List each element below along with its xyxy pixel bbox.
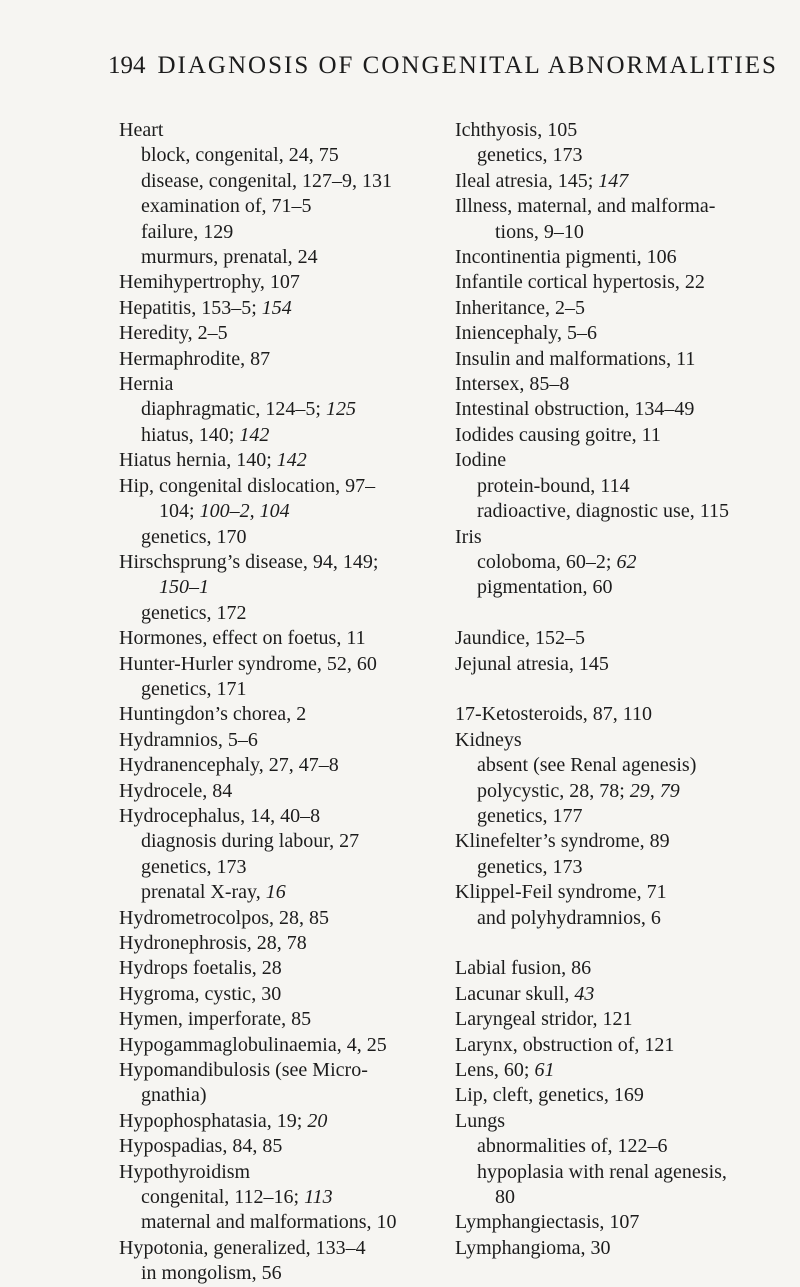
index-subentry <box>119 220 437 245</box>
entry-text: Hydrops foetalis, 28 <box>119 957 282 980</box>
index-entry <box>455 956 785 981</box>
index-entry <box>119 1236 437 1261</box>
page-number: 194 <box>108 52 146 79</box>
index-subentry <box>119 169 437 194</box>
entry-illustration-pages: 142 <box>276 449 307 472</box>
index-subentry <box>455 220 785 245</box>
index-entry <box>119 906 437 931</box>
entry-text: Infantile cortical hypertosis, 22 <box>455 271 705 294</box>
index-entry <box>455 652 785 677</box>
entry-text: Hypothyroidism <box>119 1160 251 1183</box>
entry-illustration-pages: 16 <box>265 881 286 904</box>
index-entry <box>119 956 437 981</box>
index-entry <box>455 270 785 295</box>
index-entry <box>455 194 785 219</box>
index-subentry <box>455 1134 785 1159</box>
entry-text: Hermaphrodite, 87 <box>119 347 271 370</box>
entry-text: Hydrometrocolpos, 28, 85 <box>119 906 329 929</box>
entry-illustration-pages: 147 <box>598 169 629 192</box>
entry-text: Lungs <box>455 1109 505 1132</box>
entry-text: hiatus, 140; <box>141 423 240 446</box>
entry-text: Lymphangiectasis, 107 <box>455 1211 640 1234</box>
index-entry <box>455 245 785 270</box>
entry-text: genetics, 173 <box>477 855 583 878</box>
index-subentry <box>119 143 437 168</box>
entry-text: Lacunar skull, <box>455 982 575 1005</box>
page-header <box>108 52 778 80</box>
entry-text: Labial fusion, 86 <box>455 957 592 980</box>
entry-text: Iniencephaly, 5–6 <box>455 322 597 345</box>
index-subentry <box>119 1185 437 1210</box>
entry-text: Kidneys <box>455 728 522 751</box>
index-subentry <box>455 906 785 931</box>
entry-text: Hirschsprung’s disease, 94, 149; <box>119 550 379 573</box>
index-entry <box>455 626 785 651</box>
index-column-right <box>455 118 785 1261</box>
index-subentry <box>119 194 437 219</box>
index-subentry <box>455 550 785 575</box>
index-entry <box>455 1007 785 1032</box>
index-entry <box>119 321 437 346</box>
index-subentry <box>119 499 437 524</box>
index-entry <box>119 702 437 727</box>
index-subentry <box>455 1160 785 1185</box>
entry-text: pigmentation, 60 <box>477 576 613 599</box>
entry-text: 104; <box>159 500 200 523</box>
entry-text: Hormones, effect on foetus, 11 <box>119 627 366 650</box>
entry-illustration-pages: 61 <box>534 1058 555 1081</box>
entry-text: tions, 9–10 <box>495 220 584 243</box>
entry-text: Hypomandibulosis (see Micro- <box>119 1059 368 1082</box>
entry-text: Inheritance, 2–5 <box>455 296 585 319</box>
index-subentry <box>119 829 437 854</box>
entry-text: congenital, 112–16; <box>141 1186 305 1209</box>
entry-text: Heart <box>119 119 164 141</box>
entry-text: diagnosis during labour, 27 <box>141 830 360 853</box>
index-subentry <box>119 677 437 702</box>
index-subentry <box>119 1261 437 1286</box>
index-entry <box>119 448 437 473</box>
section-gap <box>455 601 785 626</box>
entry-illustration-pages: 150–1 <box>159 576 209 599</box>
entry-illustration-pages: 20 <box>307 1109 328 1132</box>
entry-text: Hemihypertrophy, 107 <box>119 271 300 294</box>
index-entry <box>119 1033 437 1058</box>
index-subentry <box>455 575 785 600</box>
index-entry <box>455 702 785 727</box>
index-entry <box>119 118 437 143</box>
entry-text: Hip, congenital dislocation, 97– <box>119 474 376 497</box>
entry-illustration-pages: 43 <box>574 982 595 1005</box>
entry-text: gnathia) <box>141 1084 207 1107</box>
entry-text: Lymphangioma, 30 <box>455 1236 611 1259</box>
index-entry <box>119 372 437 397</box>
index-entry <box>119 779 437 804</box>
index-entry <box>455 1210 785 1235</box>
entry-text: genetics, 177 <box>477 804 583 827</box>
entry-text: 80 <box>495 1186 515 1209</box>
entry-text: Hygroma, cystic, 30 <box>119 982 282 1005</box>
entry-text: Jaundice, 152–5 <box>455 627 585 650</box>
entry-illustration-pages: 29, 79 <box>629 779 680 802</box>
index-subentry <box>455 804 785 829</box>
entry-text: Klinefelter’s syndrome, 89 <box>455 830 670 853</box>
entry-illustration-pages: 125 <box>325 398 356 421</box>
entry-text: abnormalities of, 122–6 <box>477 1135 668 1158</box>
entry-text: Laryngeal stridor, 121 <box>455 1008 633 1031</box>
index-entry <box>455 880 785 905</box>
entry-text: prenatal X-ray, <box>141 881 266 904</box>
entry-text: Hypospadias, 84, 85 <box>119 1135 283 1158</box>
index-subentry <box>119 880 437 905</box>
index-entry <box>119 652 437 677</box>
index-entry <box>455 1058 785 1083</box>
entry-text: maternal and malformations, 10 <box>141 1211 397 1234</box>
index-entry <box>119 296 437 321</box>
index-entry <box>119 1109 437 1134</box>
index-entry <box>119 931 437 956</box>
entry-text: genetics, 171 <box>141 677 247 700</box>
entry-text: Lens, 60; <box>455 1058 535 1081</box>
entry-text: hypoplasia with renal agenesis, <box>477 1160 727 1183</box>
index-entry <box>455 829 785 854</box>
entry-text: Iodine <box>455 449 507 472</box>
entry-text: Hypotonia, generalized, 133–4 <box>119 1236 366 1259</box>
entry-illustration-pages: 62 <box>616 550 637 573</box>
entry-text: Lip, cleft, genetics, 169 <box>455 1084 644 1107</box>
entry-text: Hydranencephaly, 27, 47–8 <box>119 754 339 777</box>
index-entry <box>455 423 785 448</box>
index-subentry <box>455 143 785 168</box>
index-entry <box>119 1058 437 1083</box>
entry-text: 17-Ketosteroids, 87, 110 <box>455 703 653 726</box>
entry-text: Huntingdon’s chorea, 2 <box>119 703 307 726</box>
index-entry <box>119 270 437 295</box>
index-entry <box>455 728 785 753</box>
index-entry <box>455 525 785 550</box>
entry-text: disease, congenital, 127–9, 131 <box>141 169 393 192</box>
entry-text: Hypogammaglobulinaemia, 4, 25 <box>119 1033 387 1056</box>
index-entry <box>455 372 785 397</box>
index-subentry <box>119 423 437 448</box>
index-entry <box>455 448 785 473</box>
entry-text: genetics, 170 <box>141 525 247 548</box>
entry-text: radioactive, diagnostic use, 115 <box>477 500 729 523</box>
index-subentry <box>119 245 437 270</box>
entry-text: Hernia <box>119 373 174 396</box>
entry-text: in mongolism, 56 <box>141 1262 282 1285</box>
index-subentry <box>119 575 437 600</box>
index-subentry <box>119 855 437 880</box>
index-subentry <box>455 855 785 880</box>
entry-text: Hydronephrosis, 28, 78 <box>119 932 307 954</box>
entry-text: Ichthyosis, 105 <box>455 119 578 141</box>
entry-text: block, congenital, 24, 75 <box>141 144 339 167</box>
entry-text: genetics, 172 <box>141 601 247 624</box>
entry-text: Hydrocephalus, 14, 40–8 <box>119 804 321 827</box>
index-subentry <box>455 779 785 804</box>
entry-text: Hiatus hernia, 140; <box>119 449 277 472</box>
entry-illustration-pages: 154 <box>261 296 292 319</box>
index-entry <box>455 347 785 372</box>
entry-text: Hunter-Hurler syndrome, 52, 60 <box>119 652 377 675</box>
entry-text: Insulin and malformations, 11 <box>455 347 696 370</box>
running-title: DIAGNOSIS OF CONGENITAL ABNORMALITIES <box>157 52 778 79</box>
entry-text: Iris <box>455 525 482 548</box>
index-entry <box>455 1083 785 1108</box>
entry-text: protein-bound, 114 <box>477 474 630 497</box>
index-entry <box>455 169 785 194</box>
section-gap <box>455 931 785 956</box>
entry-text: Ileal atresia, 145; <box>455 169 599 192</box>
index-entry <box>119 753 437 778</box>
entry-text: Heredity, 2–5 <box>119 322 228 345</box>
entry-text: coloboma, 60–2; <box>477 550 617 573</box>
index-entry <box>119 982 437 1007</box>
entry-text: Iodides causing goitre, 11 <box>455 423 661 446</box>
index-subentry <box>455 499 785 524</box>
index-entry <box>455 1033 785 1058</box>
entry-text: polycystic, 28, 78; <box>477 779 630 802</box>
index-entry <box>119 1134 437 1159</box>
index-column-left <box>119 118 437 1287</box>
entry-text: absent (see Renal agenesis) <box>477 754 697 777</box>
entry-text: Larynx, obstruction of, 121 <box>455 1033 675 1056</box>
entry-illustration-pages: 100–2, 104 <box>199 500 290 523</box>
entry-text: failure, 129 <box>141 220 234 243</box>
entry-text: and polyhydramnios, 6 <box>477 906 661 929</box>
index-entry <box>455 1109 785 1134</box>
index-entry <box>455 296 785 321</box>
index-entry <box>119 1007 437 1032</box>
entry-text: genetics, 173 <box>141 855 247 878</box>
index-entry <box>455 1236 785 1261</box>
entry-text: murmurs, prenatal, 24 <box>141 246 318 269</box>
entry-text: Hypophosphatasia, 19; <box>119 1109 308 1132</box>
index-entry <box>455 982 785 1007</box>
entry-text: Hymen, imperforate, 85 <box>119 1008 312 1031</box>
entry-text: diaphragmatic, 124–5; <box>141 398 326 421</box>
entry-text: Intestinal obstruction, 134–49 <box>455 398 695 421</box>
index-entry <box>119 804 437 829</box>
entry-text: Intersex, 85–8 <box>455 373 570 396</box>
entry-text: Klippel-Feil syndrome, 71 <box>455 881 667 904</box>
entry-illustration-pages: 113 <box>304 1186 333 1209</box>
index-subentry <box>119 1210 437 1235</box>
entry-text: examination of, 71–5 <box>141 195 312 218</box>
index-entry <box>455 397 785 422</box>
entry-text: genetics, 173 <box>477 144 583 167</box>
index-entry <box>119 626 437 651</box>
index-subentry <box>455 474 785 499</box>
section-gap <box>455 677 785 702</box>
index-subentry <box>119 1083 437 1108</box>
entry-text: Illness, maternal, and malforma- <box>455 195 716 218</box>
index-subentry <box>119 525 437 550</box>
entry-text: Jejunal atresia, 145 <box>455 652 609 675</box>
index-entry <box>119 550 437 575</box>
index-entry <box>455 321 785 346</box>
entry-illustration-pages: 142 <box>239 423 270 446</box>
entry-text: Hydramnios, 5–6 <box>119 728 258 751</box>
entry-text: Hydrocele, 84 <box>119 779 233 802</box>
index-subentry <box>119 601 437 626</box>
index-subentry <box>455 753 785 778</box>
index-entry <box>119 347 437 372</box>
index-entry <box>119 728 437 753</box>
index-entry <box>119 1160 437 1185</box>
index-subentry <box>119 397 437 422</box>
index-entry <box>119 474 437 499</box>
index-entry <box>455 118 785 143</box>
entry-text: Hepatitis, 153–5; <box>119 296 262 319</box>
index-subentry <box>455 1185 785 1210</box>
entry-text: Incontinentia pigmenti, 106 <box>455 246 677 269</box>
